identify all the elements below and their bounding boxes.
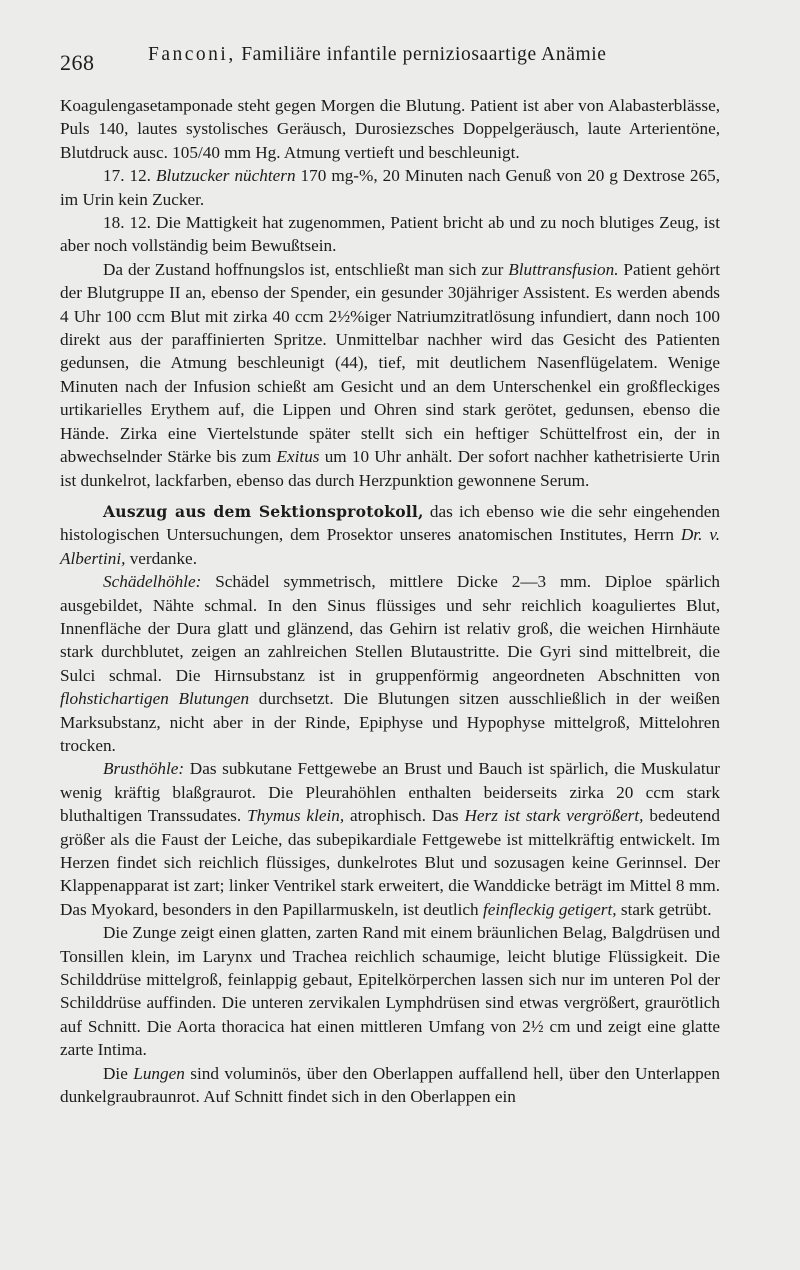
text-run: um 10 Uhr anhält. Der sofort nachher kathetrisierte Urin ist dunkelrot, lackfarben, ebenso das durch Herzpunktion gewonnene Serum. [60, 447, 720, 490]
text-run: atrophisch. Das [344, 806, 465, 826]
text-run: 170 mg-%, 20 Minuten nach Genuß von 20 g Dextrose 265, im Urin kein Zucker. [60, 166, 720, 209]
text-run: Schädel symmetrisch, mittlere Dicke 2—3 mm. Diploe spärlich ausgebildet, Nähte schmal. In den Sinus flüssiges und sehr reichlich koaguliertes Blut, Innenfläche der Dura glatt und glänzend, das Gehirn ist relativ groß, die weichen Hirnhäute stark durchblutet, zeigen an zahlreichen Stellen Blutaustritte. Die Gyri sind mittelbreit, die Sulci schmal. Die Hirnsubstanz ist in gruppenförmig angeordneten Abschnitten von [60, 572, 720, 685]
italic-run: Thymus klein, [247, 806, 345, 826]
running-head [148, 44, 607, 66]
italic-run: Blutzucker nüchtern [155, 166, 296, 186]
text-run: 17. 12. [103, 166, 156, 186]
italic-run: Dr. v. Albertini, [60, 525, 720, 568]
italic-run: Lungen [133, 1063, 185, 1083]
paragraph [60, 94, 720, 164]
section-heading-run-in: Auszug aus dem Sektionsprotokoll, [103, 501, 424, 521]
text-run: 18. 12. Die Mattigkeit hat zugenommen, Patient bricht ab und zu noch blutiges Zeug, ist aber noch vollständig beim Bewußtsein. [60, 213, 720, 256]
running-head-author: Fanconi, [148, 44, 236, 65]
page-number: 268 [60, 50, 95, 75]
text-run: Koagulengasetamponade steht gegen Morgen die Blutung. Patient ist aber von Alabasterblässe, Puls 140, lautes systolisches Geräusch, Durosiezsches Doppelgeräusch, laute Arterientöne, Blutdruck ausc. 105/40 mm Hg. Atmung vertieft und beschleunigt. [60, 96, 720, 162]
text-run: sind voluminös, über den Oberlappen auffallend hell, über den Unterlappen dunkelgraubraunrot. Auf Schnitt findet sich in den Oberlappen ein [60, 1063, 720, 1107]
text-run: das ich ebenso wie die sehr eingehenden histologischen Untersuchungen, dem Prosektor unseres anatomischen Institutes, Herrn [60, 501, 721, 545]
text-run: Da der Zustand hoffnungslos ist, entschließt man sich zur [103, 259, 509, 279]
text-run: verdanke. [125, 548, 197, 568]
paragraph [60, 1062, 720, 1109]
italic-run: Exitus [276, 447, 320, 467]
text-run: Die Zunge zeigt einen glatten, zarten Rand mit einem bräunlichen Belag, Balgdrüsen und Tonsillen klein, im Larynx und Trachea reichlich schaumige, leicht blutige Flüssigkeit. Die Schilddrüse mittelgroß, feinlappig gebaut, Epitelkörperchen lassen sich nur im unteren Pol der Schilddrüse auffinden. Die unteren zervikalen Lymphdrüsen sind etwas vergrößert, graurötlich auf Schnitt. Die Aorta thoracica hat einen mittleren Umfang von 2½ cm und zeigt eine glatte zarte Intima. [60, 923, 720, 1060]
text-run: Die [103, 1063, 134, 1083]
paragraph [60, 500, 720, 570]
text-run: stark getrübt. [616, 899, 712, 919]
paragraph [60, 164, 720, 211]
paragraph [60, 258, 720, 492]
italic-run: Brusthöhle: [103, 759, 185, 779]
paragraph [60, 921, 720, 1061]
running-head-title: Familiäre infantile perniziosaartige Anämie [241, 44, 607, 65]
text-run: Das subkutane Fettgewebe an Brust und Bauch ist spärlich, die Muskulatur wenig kräftig blaßgraurot. Die Pleurahöhlen enthalten beiderseits zirka 20 ccm stark bluthaltigen Transsudates. [60, 759, 720, 826]
text-run: Patient gehört der Blutgruppe II an, ebenso der Spender, ein gesunder 30jähriger Assistent. Es werden abends 4 Uhr 100 ccm Blut mit zirka 40 ccm 2½%iger Natriumzitratlösung infundiert, dann noch 100 direkt aus der paraffinierten Spritze. Unmittelbar nachher wird das Gesicht des Patienten gedunsen, die Atmung beschleunigt (44), tief, mit deutlichem Nasenflügelatem. Wenige Minuten nach der Infusion schießt am Gesicht und an dem Unterschenkel ein großfleckiges urtikarielles Erythem auf, die Lippen und Ohren sind stark gerötet, gedunsen, ebenso die Hände. Zirka eine Viertelstunde später stellt sich ein heftiger Schüttelfrost ein, der in abwechselnder Stärke bis zum [60, 259, 720, 467]
page-header [60, 40, 720, 82]
italic-run: Schädelhöhle: [103, 572, 202, 592]
italic-run: feinfleckig getigert, [482, 899, 617, 919]
paragraph [60, 570, 720, 757]
italic-run: Bluttransfusion. [508, 259, 619, 279]
body-text [60, 94, 720, 1108]
paragraph [60, 757, 720, 921]
text-run: durchsetzt. Die Blutungen sitzen ausschließlich in der weißen Marksubstanz, nicht aber in der Rinde, Epiphyse und Hypophyse mittelgroß, Mittelohren trocken. [60, 689, 720, 755]
italic-run: Herz ist stark vergrößert, [464, 806, 644, 826]
text-run: bedeutend größer als die Faust der Leiche, das subepikardiale Fettgewebe ist mittelkräftig entwickelt. Im Herzen findet sich reichlich flüssiges, dunkelrotes Blut und sozusagen keine Gerinnsel. Der Klappenapparat ist zart; linker Ventrikel stark erweitert, die Wanddicke beträgt im Mittel 8 mm. Das Myokard, besonders in den Papillarmuskeln, ist deutlich [60, 806, 720, 919]
italic-run: flohstichartigen Blutungen [60, 689, 250, 709]
paragraph [60, 211, 720, 258]
